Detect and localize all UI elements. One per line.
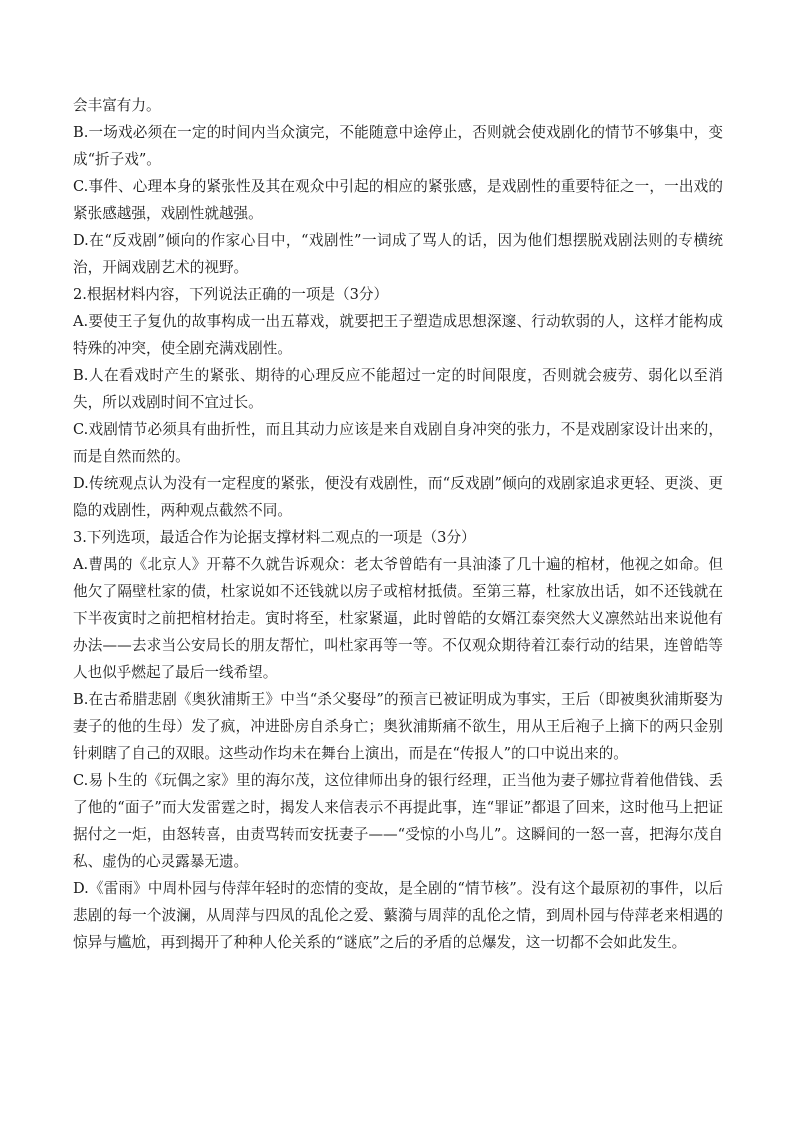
option-3d: D.《雷雨》中周朴园与侍萍年轻时的恋情的变故，是全剧的“情节核”。没有这个最原初的事件，以后悲剧的每一个波澜，从周萍与四凤的乱伦之爱、蘩漪与周萍的乱伦之情，到周朴园与侍萍老来相遇的惊异与尴尬，再到揭开了种种人伦关系的“谜底”之后的矛盾的总爆发，这一切都不会如此发生。 [73,880,723,951]
option-2d: D.传统观点认为没有一定程度的紧张，便没有戏剧性，而“反戏剧”倾向的戏剧家追求更轻、更淡、更隐的戏剧性，两种观点截然不同。 [73,475,723,519]
option-1d: D.在“反戏剧”倾向的作家心目中，“戏剧性”一词成了骂人的话，因为他们想摆脱戏剧法则的专横统治，开阔戏剧艺术的视野。 [73,232,723,276]
option-2a: A.要使王子复仇的故事构成一出五幕戏，就要把王子塑造成思想深邃、行动软弱的人，这样才能构成特殊的冲突，使全剧充满戏剧性。 [73,313,723,357]
option-2b: B.人在看戏时产生的紧张、期待的心理反应不能超过一定的时间限度，否则就会疲劳、弱化以至消失，所以戏剧时间不宜过长。 [73,367,723,411]
question-2: 2.根据材料内容，下列说法正确的一项是（3分） [73,286,389,303]
option-3a: A.曹禺的《北京人》开幕不久就告诉观众：老太爷曾皓有一具油漆了几十遍的棺材，他视之如命。但他欠了隔壁杜家的债，杜家说如不还钱就以房子或棺材抵债。至第三幕，杜家放出话，如不还钱就在下半夜寅时之前把棺材抬走。寅时将至，杜家紧逼，此时曾皓的女婿江泰突然大义凛然站出来说他有办法——去求当公安局长的朋友帮忙，叫杜家再等一等。不仅观众期待着江泰行动的结果，连曾皓等人也似乎燃起了最后一线希望。 [73,556,723,681]
option-3b: B.在古希腊悲剧《奥狄浦斯王》中当“杀父娶母”的预言已被证明成为事实，王后（即被奥狄浦斯娶为妻子的他的生母）发了疯，冲进卧房自杀身亡；奥狄浦斯痛不欲生，用从王后袍子上摘下的两只金别针刺瞎了自己的双眼。这些动作均未在舞台上演出，而是在“传报人”的口中说出来的。 [73,691,723,762]
option-1b: B.一场戏必须在一定的时间内当众演完，不能随意中途停止，否则就会使戏剧化的情节不够集中，变成“折子戏”。 [73,124,723,168]
question-3: 3.下列选项，最适合作为论据支撑材料二观点的一项是（3分） [73,529,476,546]
option-1c: C.事件、心理本身的紧张性及其在观众中引起的相应的紧张感，是戏剧性的重要特征之一，一出戏的紧张感越强，戏剧性就越强。 [73,178,723,222]
option-2c: C.戏剧情节必须具有曲折性，而且其动力应该是来自戏剧自身冲突的张力，不是戏剧家设计出来的，而是自然而然的。 [73,421,723,465]
document-page [73,92,723,956]
paragraph-continuation: 会丰富有力。 [73,97,161,114]
option-3c: C.易卜生的《玩偶之家》里的海尔茂，这位律师出身的银行经理，正当他为妻子娜拉背着他借钱、丢了他的“面子”而大发雷霆之时，揭发人来信表示不再提此事，连“罪证”都退了回来，这时他马上把证据付之一炬，由怒转喜，由责骂转而安抚妻子——“受惊的小鸟儿”。这瞬间的一怒一喜，把海尔茂自私、虚伪的心灵露暴无遗。 [73,772,723,870]
